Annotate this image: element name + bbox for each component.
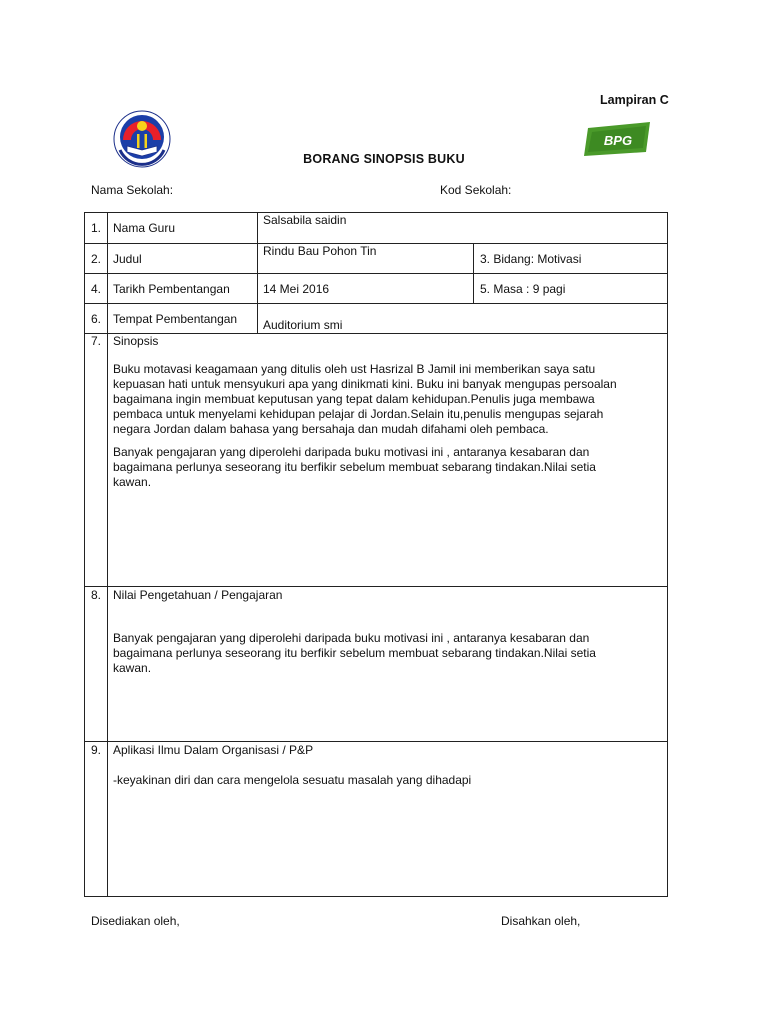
teacher-name-value: Salsabila saidin: [258, 213, 668, 244]
field-category: 3. Bidang: Motivasi: [474, 244, 668, 274]
row-title: [85, 244, 668, 274]
synopsis-label: Sinopsis: [113, 334, 159, 348]
form-title: BORANG SINOPSIS BUKU: [303, 152, 465, 166]
row-date: [85, 274, 668, 304]
appendix-label: Lampiran C: [600, 93, 669, 107]
row-number: 4.: [85, 274, 108, 304]
presentation-date-label: Tarikh Pembentangan: [108, 274, 258, 304]
values-line: Banyak pengajaran yang diperolehi daripada buku motivasi ini , antaranya kesabaran dan: [113, 631, 590, 645]
synopsis-cell: [108, 334, 668, 587]
row-values-lessons: [85, 587, 668, 742]
approved-by-label: Disahkan oleh,: [501, 914, 581, 928]
synopsis-line: bagaimana ingin membuat keputusan yang tepat dalam kehidupan.Penulis juga membawa: [113, 392, 595, 406]
book-title-label: Judul: [108, 244, 258, 274]
teacher-name-label: Nama Guru: [108, 213, 258, 244]
synopsis-line: pembaca untuk menyelami kehidupan pelajar di Jordan.Selain itu,penulis mengupas sejarah: [113, 407, 604, 421]
synopsis-line: negara Jordan dalam bahasa yang bersahaja dan mudah difahami oleh pembaca.: [113, 422, 549, 436]
book-title-value: Rindu Bau Pohon Tin: [258, 244, 474, 274]
values-label: Nilai Pengetahuan / Pengajaran: [113, 588, 283, 602]
presentation-time: 5. Masa : 9 pagi: [474, 274, 668, 304]
values-line: bagaimana perlunya seseorang itu berfikir sebelum membuat sebarang tindakan.Nilai setia: [113, 646, 596, 660]
presentation-date-value: 14 Mei 2016: [258, 274, 474, 304]
row-synopsis: [85, 334, 668, 587]
bpg-logo-text: BPG: [603, 133, 633, 148]
venue-value: Auditorium smi: [258, 304, 668, 334]
values-cell: [108, 587, 668, 742]
row-number: 2.: [85, 244, 108, 274]
row-number: 9.: [85, 742, 108, 897]
synopsis-line: Banyak pengajaran yang diperolehi daripada buku motivasi ini , antaranya kesabaran dan: [113, 445, 590, 459]
row-number: 1.: [85, 213, 108, 244]
row-venue: [85, 304, 668, 334]
row-number: 8.: [85, 587, 108, 742]
prepared-by-label: Disediakan oleh,: [91, 914, 180, 928]
values-line: kawan.: [113, 661, 152, 675]
synopsis-line: kawan.: [113, 475, 152, 489]
row-application: [85, 742, 668, 897]
synopsis-line: kepuasan hati untuk mensyukuri apa yang dinikmati kini. Buku ini banyak mengupas persoalan: [113, 377, 617, 391]
synopsis-line: bagaimana perlunya seseorang itu berfikir sebelum membuat sebarang tindakan.Nilai setia: [113, 460, 596, 474]
row-number: 7.: [85, 334, 108, 587]
row-number: 6.: [85, 304, 108, 334]
application-line: -keyakinan diri dan cara mengelola sesuatu masalah yang dihadapi: [113, 773, 472, 787]
synopsis-form-table: [84, 212, 668, 897]
school-name-label: Nama Sekolah:: [91, 183, 174, 197]
school-code-label: Kod Sekolah:: [440, 183, 512, 197]
row-teacher-name: [85, 213, 668, 244]
application-label: Aplikasi Ilmu Dalam Organisasi / P&P: [113, 743, 314, 757]
synopsis-line: Buku motavasi keagamaan yang ditulis oleh ust Hasrizal B Jamil ini memberikan saya satu: [113, 362, 596, 376]
venue-label: Tempat Pembentangan: [108, 304, 258, 334]
application-cell: [108, 742, 668, 897]
